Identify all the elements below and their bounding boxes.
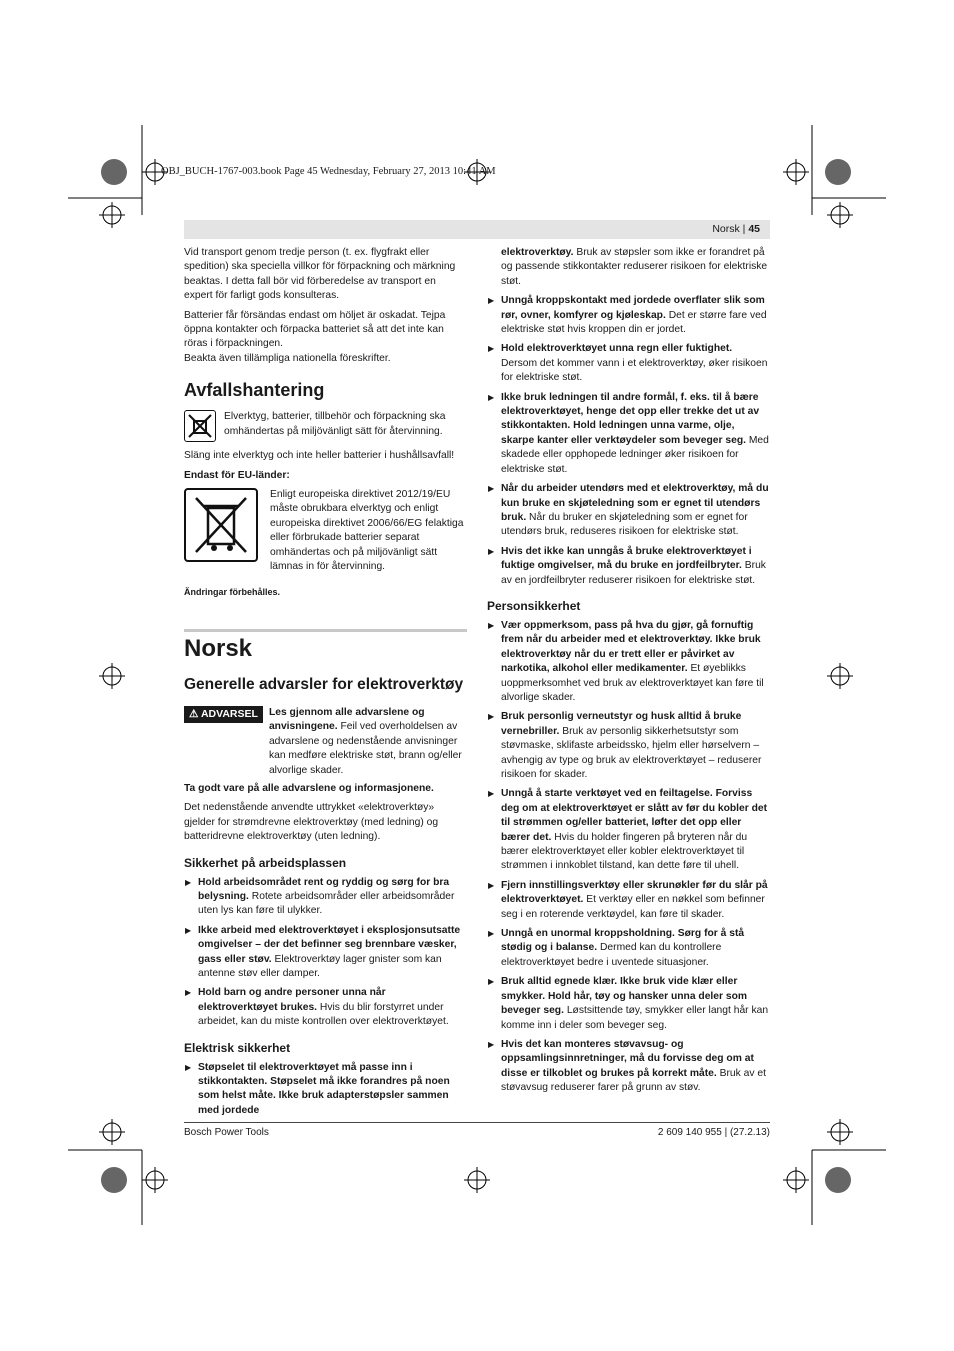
list-item: ▶ Hvis det ikke kan unngås å bruke elektroverktøyet i fuktige omgivelser, må du bruke en jordfeilbryter. Bruk av en jordfeilbryter reduserer risikoen for elektriske støt. (487, 545, 770, 588)
heading-general-warnings: Generelle advarsler for elektroverktøy (184, 675, 464, 693)
continued-item: elektroverktøy. Bruk av støpsler som ikke er forandret på og passende stikkontakter reduserer risikoen for elektriske støt. (501, 247, 768, 287)
electrical-list-start (184, 1061, 467, 1119)
warning-text: Feil ved overholdelsen av advarslene og nedenstående anvisninger kan medføre elektriske støt, brann og/eller alvorlige skader. (268, 721, 462, 776)
battery-paragraph: Batterier får försändas endast om höljet är oskadat. Tejpa öppna kontakter och förpacka batteriet så att det inte kan röras i förpackningen. (184, 309, 446, 350)
term-definition: Det nedenstående anvendte uttrykket «elektroverktøy» gjelder for strømdrevne elektroverktøy (med ledning) og batteridrevne elektroverktøy (uten ledning). (184, 802, 439, 843)
heading-waste: Avfallshantering (184, 380, 325, 401)
list-item: ▶ Vær oppmerksom, pass på hva du gjør, gå fornuftig frem når du arbeider med et elektroverktøy. Ikke bruk elektroverktøy når du er trett eller er påvirket av narkotika, alkohol eller medikamenter. Et øyeblikks uoppmerksomhet ved bruk av elektroverktøyet kan føre til alvorlige skader. (487, 619, 770, 705)
footer-publisher: Bosch Power Tools (184, 1127, 269, 1138)
list-item: ▶ Bruk alltid egnede klær. Ikke bruk vide klær eller smykker. Hold hår, tøy og hansker unna deler som beveger seg. Løstsittende tøy, smykker eller langt hår kan komme inn i deler som beveger seg. (487, 975, 770, 1033)
electrical-list (487, 294, 770, 588)
list-item: ▶ Ikke bruk ledningen til andre formål, f. eks. til å bære elektroverktøyet, henge det opp eller trekke det ut av stikkontakten. Hold ledningen unna varme, olje, skarpe kanter eller verktøydeler som beveger seg. Med skadede eller opphopede ledninger øker risikoen for elektriske støt. (487, 391, 770, 477)
right-column (487, 246, 770, 1101)
changes-reserved: Ändringar förbehålles. (184, 586, 281, 597)
left-column (184, 246, 467, 1123)
crossed-bin-icon (184, 488, 258, 562)
household-waste-warning: Släng inte elverktyg och inte heller batterier i hushållsavfall! (184, 450, 455, 462)
warning-badge: ⚠ ADVARSEL (184, 706, 263, 723)
heading-norsk: Norsk (184, 634, 253, 662)
page-footer (184, 1122, 770, 1138)
transport-paragraph: Vid transport genom tredje person (t. ex. flygfrakt eller spedition) ska speciella villkor för förpackning och märkning beaktas. I detta fall bör vid förberedelse av transport en expert för farligt gods konsulteras. (184, 247, 456, 302)
list-item: ▶ Bruk personlig verneutstyr og husk alltid å bruke vernebriller. Bruk av personlig sikkerhetsutstyr som støvmaske, sklifaste arbeidssko, hjelm eller hørselvern – avhengig av type og bruk av elektroverktøyet – reduserer risikoen for skader. (487, 710, 770, 782)
list-item: ▶ Hold elektroverktøyet unna regn eller fuktighet. Dersom det kommer vann i et elektroverktøy, øker risikoen for elektriske støt. (487, 342, 770, 385)
list-item: ▶ Ikke arbeid med elektroverktøyet i eksplosjonsutsatte omgivelser – der det befinner seg brennbare væsker, gass eller støv. Elektroverktøy lager gnister som kan antenne støv eller damper. (184, 924, 467, 982)
footer-doc-number: 2 609 140 955 | (27.2.13) (657, 1127, 770, 1138)
list-item: ▶ Unngå å starte verktøyet ved en feiltagelse. Forviss deg om at elektroverktøyet er slått av før du kobler det til strømmen og/eller batteriet, løfter det opp eller bærer det. Hvis du holder fingeren på bryteren når du bærer elektroverktøyet eller kobler elektroverktøyet til strømmen i innkoblet tilstand, kan dette føre til uhell. (487, 787, 770, 873)
weee-text: Enligt europeiska direktivet 2012/19/EU måste obrukbara elverktyg och enligt europeiska direktivet 2006/66/EG felaktiga eller förbrukade batterier separat omhändertas och på miljövänligt sätt lämnas in för återvinning. (270, 489, 464, 573)
recycling-icon (184, 410, 216, 442)
list-item: ▶ Når du arbeider utendørs med et elektroverktøy, må du kun bruke en skjøteledning som er egnet til utendørs bruk. Når du bruker en skjøteledning som er egnet for utendørs bruk, reduseres risikoen for elektriske støt. (487, 482, 770, 540)
list-item: ▶ Hold barn og andre personer unna når elektroverktøyet brukes. Hvis du blir forstyrret under arbeidet, kan du miste kontrollen over elektroverktøyet. (184, 986, 467, 1029)
list-item: ▶ Fjern innstillingsverktøy eller skrunøkler før du slår på elektroverktøyet. Et verktøy eller en nøkkel som befinner seg i en roterende verktøydel, kan føre til skader. (487, 879, 770, 922)
list-item: ▶ Unngå en unormal kroppsholdning. Sørg for å stå stødig og i balanse. Dermed kan du kontrollere elektroverktøyet bedre i uventede situasjoner. (487, 927, 770, 970)
recycle-notice (184, 410, 467, 442)
file-slug: OBJ_BUCH-1767-003.book Page 45 Wednesday, February 27, 2013 10:41 AM (161, 166, 496, 177)
recycle-text: Elverktyg, batterier, tillbehör och förpackning ska omhändertas på miljövänligt sätt för återvinning. (224, 411, 446, 437)
section-divider (184, 629, 467, 632)
heading-personal-safety: Personsikkerhet (487, 598, 581, 613)
national-rules-paragraph: Beakta även tillämpliga nationella föreskrifter. (184, 352, 391, 364)
page-number: 45 (748, 223, 760, 235)
work-area-list (184, 876, 467, 1030)
warning-block (184, 706, 467, 778)
list-item: ▶ Støpselet til elektroverktøyet må passe inn i stikkontakten. Støpselet må ikke forandres på noen som helst måte. Ikke bruk adapterstøpsler sammen med jordede (184, 1061, 467, 1119)
header-language: Norsk (712, 223, 740, 235)
eu-only-label: Endast för EU-länder: (184, 469, 290, 481)
list-item: ▶ Hvis det kan monteres støvavsug- og oppsamlingsinnretninger, må du forvisse deg om at disse er tilkoblet og brukes på korrekt måte. Bruk av et støvavsug reduserer farer på grunn av støv. (487, 1038, 770, 1096)
personal-safety-list (487, 619, 770, 1096)
keep-instructions: Ta godt vare på alle advarslene og informasjonene. (184, 782, 434, 794)
header-separator: | (739, 223, 749, 235)
weee-notice (184, 488, 467, 574)
list-item: ▶ Hold arbeidsområdet rent og ryddig og sørg for bra belysning. Rotete arbeidsområder eller arbeidsområder uten lys kan føre til ulykker. (184, 876, 467, 919)
warning-bold: Les gjennom alle advarslene og anvisningene. (268, 706, 425, 733)
heading-work-area: Sikkerhet på arbeidsplassen (184, 855, 347, 870)
page-header (184, 220, 770, 239)
heading-electrical: Elektrisk sikkerhet (184, 1040, 291, 1055)
list-item: ▶ Unngå kroppskontakt med jordede overflater slik som rør, ovner, komfyrer og kjøleskap. Det er større fare ved elektriske støt hvis kroppen din er jordet. (487, 294, 770, 337)
